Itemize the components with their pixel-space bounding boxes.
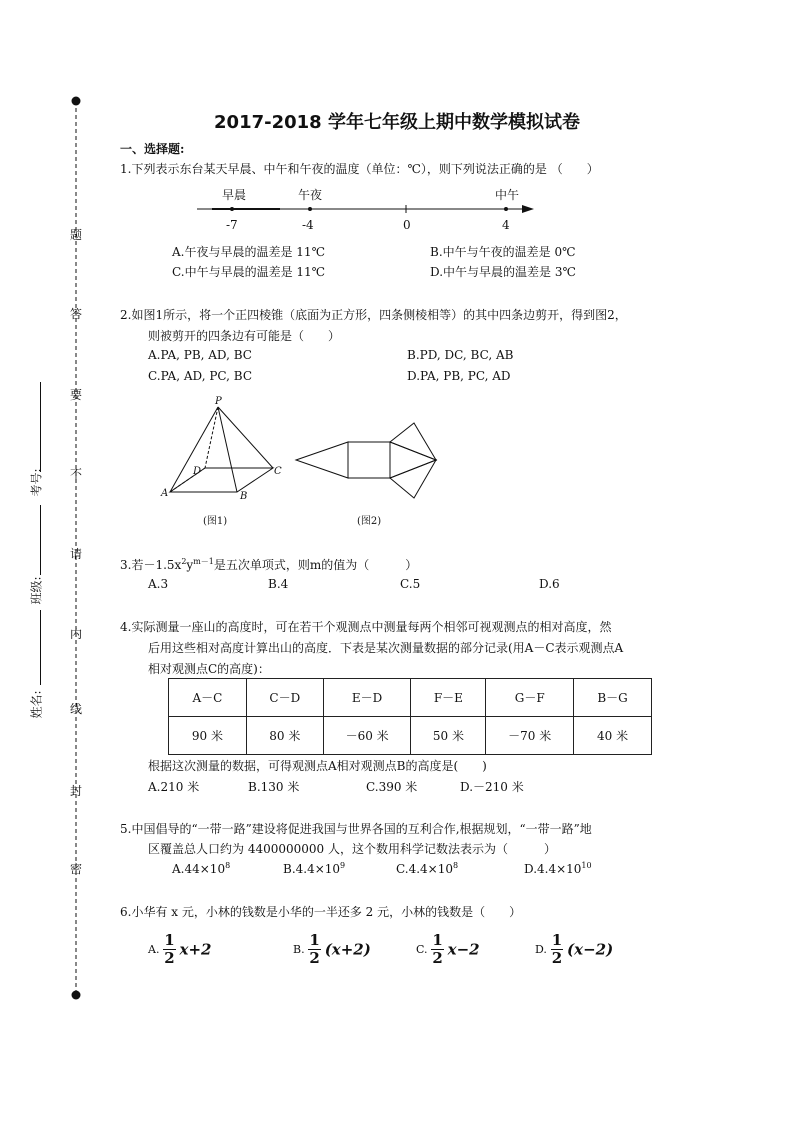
q2-option-b[interactable]: B.PD, DC, BC, AB xyxy=(407,348,514,362)
fraction-denominator: 2 xyxy=(432,949,443,967)
table-header-cell: F－E xyxy=(411,679,486,717)
page-title: 2017-2018 学年七年级上期中数学模拟试卷 xyxy=(214,112,580,133)
name-label: 姓名: xyxy=(29,690,44,719)
fraction xyxy=(163,933,175,966)
table-cell: 50 米 xyxy=(411,717,486,755)
q4-line3: 相对观测点C的高度)： xyxy=(148,662,270,676)
q5-option-b-base: B.4.4×10 xyxy=(283,862,341,876)
q3-stem-b: y xyxy=(186,558,194,572)
fig2-caption: (图2) xyxy=(357,516,382,527)
fraction xyxy=(431,933,443,966)
table-header-cell: C－D xyxy=(246,679,323,717)
q4-option-d[interactable]: D.－210 米 xyxy=(460,780,524,794)
table-cell: －60 米 xyxy=(323,717,411,755)
q4-question: 根据这次测量的数据，可得观测点A相对观测点B的高度是( ) xyxy=(148,759,487,773)
q1-option-c[interactable]: C.中午与早晨的温差是 11℃ xyxy=(172,265,326,279)
q5-option-d-exp: 10 xyxy=(581,861,592,870)
class-label: 班级: xyxy=(29,576,44,605)
q2-option-d[interactable]: D.PA, PB, PC, AD xyxy=(407,369,511,383)
field-lines xyxy=(40,505,41,575)
margin-char-9: 密 xyxy=(70,862,83,876)
q5-option-a-base: A.44×10 xyxy=(172,862,226,876)
fraction-numerator: 1 xyxy=(164,931,175,949)
q3-option-a[interactable]: A.3 xyxy=(148,577,169,591)
measurement-table xyxy=(168,678,652,755)
fraction xyxy=(551,933,563,966)
nl-tick: 4 xyxy=(502,218,510,232)
q3-option-c[interactable]: C.5 xyxy=(400,577,421,591)
fig1-caption: (图1) xyxy=(203,516,228,527)
q6-option-b-label: B. xyxy=(293,943,305,956)
q4-option-c[interactable]: C.390 米 xyxy=(366,780,418,794)
table-row xyxy=(169,717,652,755)
q5-option-d[interactable] xyxy=(524,861,592,876)
q3-option-d[interactable]: D.6 xyxy=(539,577,560,591)
table-cell: 80 米 xyxy=(246,717,323,755)
point-label: B xyxy=(240,491,248,502)
fraction xyxy=(308,933,320,966)
exam-number-label: 考号: xyxy=(29,468,44,497)
table-header-cell: G－F xyxy=(486,679,574,717)
q4-line1: 4.实际测量一座山的高度时，可在若干个观测点中测量每两个相邻可视观测点的相对高度，然 xyxy=(120,620,612,634)
q6-option-c[interactable] xyxy=(416,933,480,966)
q2-option-c[interactable]: C.PA, AD, PC, BC xyxy=(148,369,253,383)
table-header-cell: B－G xyxy=(574,679,652,717)
q1-stem: 1.下列表示东台某天早晨、中午和午夜的温度（单位：℃），则下列说法正确的是 （ ） xyxy=(120,162,599,176)
nl-tick: 0 xyxy=(403,218,411,232)
q6-option-c-expr: x−2 xyxy=(447,940,480,959)
q1-option-a[interactable]: A.午夜与早晨的温差是 11℃ xyxy=(172,245,325,259)
section-heading: 一、选择题: xyxy=(120,142,185,156)
q4-option-b[interactable]: B.130 米 xyxy=(248,780,300,794)
q6-option-d-label: D. xyxy=(535,943,547,956)
fraction-denominator: 2 xyxy=(309,949,320,967)
q6-stem: 6.小华有 x 元，小林的钱数是小华的一半还多 2 元，小林的钱数是（ ） xyxy=(120,905,522,919)
nl-label-midnight: 午夜 xyxy=(298,188,323,202)
table-cell: 90 米 xyxy=(169,717,247,755)
q3-stem-a: 3.若－1.5x xyxy=(120,558,182,572)
margin-char-2: 答 xyxy=(70,307,83,321)
q3-sup-2: m－1 xyxy=(193,557,214,566)
q5-option-c[interactable] xyxy=(396,861,458,876)
point-label: C xyxy=(274,466,282,477)
q3-stem xyxy=(120,556,417,573)
field-lines xyxy=(40,382,41,472)
q6-option-d[interactable] xyxy=(535,933,613,966)
q3-option-b[interactable]: B.4 xyxy=(268,577,289,591)
margin-char-1: 题 xyxy=(70,228,83,242)
q6-option-a[interactable] xyxy=(148,933,212,966)
q1-option-d[interactable]: D.中午与早晨的温差是 3℃ xyxy=(430,265,576,279)
q5-option-c-exp: 8 xyxy=(452,861,459,870)
margin-char-5: 请 xyxy=(70,547,83,561)
q6-option-d-expr: (x−2) xyxy=(567,940,614,959)
nl-tick: -7 xyxy=(226,218,238,232)
q2-stem-line2: 则被剪开的四条边有可能是（ ） xyxy=(148,329,341,343)
margin-char-7: 线 xyxy=(70,702,83,716)
point-label: P xyxy=(215,396,222,407)
table-header-cell: A－C xyxy=(169,679,247,717)
q3-sup-1: 2 xyxy=(181,557,187,566)
fraction-numerator: 1 xyxy=(309,931,320,949)
fraction-numerator: 1 xyxy=(551,931,563,949)
q5-option-d-base: D.4.4×10 xyxy=(524,862,582,876)
q6-option-c-label: C. xyxy=(416,943,428,956)
table-header-row xyxy=(169,679,652,717)
q6-option-b-expr: (x+2) xyxy=(324,940,371,959)
q3-stem-c: 是五次单项式，则m的值为（ ） xyxy=(213,558,418,572)
q5-line2: 区覆盖总人口约为 4400000000 人，这个数用科学记数法表示为（ ） xyxy=(148,842,556,856)
table-cell: 40 米 xyxy=(574,717,652,755)
q5-option-b-exp: 9 xyxy=(340,861,346,870)
q5-option-b[interactable] xyxy=(283,861,345,876)
point-label: A xyxy=(161,488,169,499)
field-lines xyxy=(40,610,41,685)
q2-stem-line1: 2.如图1所示，将一个正四棱锥（底面为正方形，四条侧棱相等）的其中四条边剪开，得到图2， xyxy=(120,308,627,322)
point-label: D xyxy=(193,466,202,477)
q5-option-a[interactable] xyxy=(172,861,230,876)
nl-tick: -4 xyxy=(302,218,314,232)
margin-char-8: 封 xyxy=(70,784,83,798)
fraction-numerator: 1 xyxy=(432,931,443,949)
margin-char-3: 要 xyxy=(70,388,83,402)
net-figure xyxy=(290,418,445,503)
q5-option-c-base: C.4.4×10 xyxy=(396,862,453,876)
nl-label-morning: 早晨 xyxy=(222,188,247,202)
table-cell: －70 米 xyxy=(486,717,574,755)
q4-option-a[interactable]: A.210 米 xyxy=(148,780,200,794)
q4-line2: 后用这些相对高度计算出山的高度．下表是某次测量数据的部分记录(用A－C表示观测点A xyxy=(148,641,624,655)
q1-option-b[interactable]: B.中午与午夜的温差是 0℃ xyxy=(430,245,576,259)
q6-option-a-expr: x+2 xyxy=(179,940,212,959)
margin-char-6: 内 xyxy=(70,627,83,641)
q6-option-a-label: A. xyxy=(148,943,160,956)
q2-option-a[interactable]: A.PA, PB, AD, BC xyxy=(148,348,252,362)
q5-option-a-exp: 8 xyxy=(225,861,231,870)
q5-line1: 5.中国倡导的“一带一路”建设将促进我国与世界各国的互利合作,根据规划，“一带一路”地 xyxy=(120,822,592,836)
fraction-denominator: 2 xyxy=(164,949,175,967)
margin-char-4: 不 xyxy=(70,467,83,481)
q6-option-b[interactable] xyxy=(293,933,371,966)
nl-label-noon: 中午 xyxy=(495,188,520,202)
fraction-denominator: 2 xyxy=(551,949,563,967)
pyramid-figure xyxy=(155,395,290,505)
table-header-cell: E－D xyxy=(323,679,411,717)
